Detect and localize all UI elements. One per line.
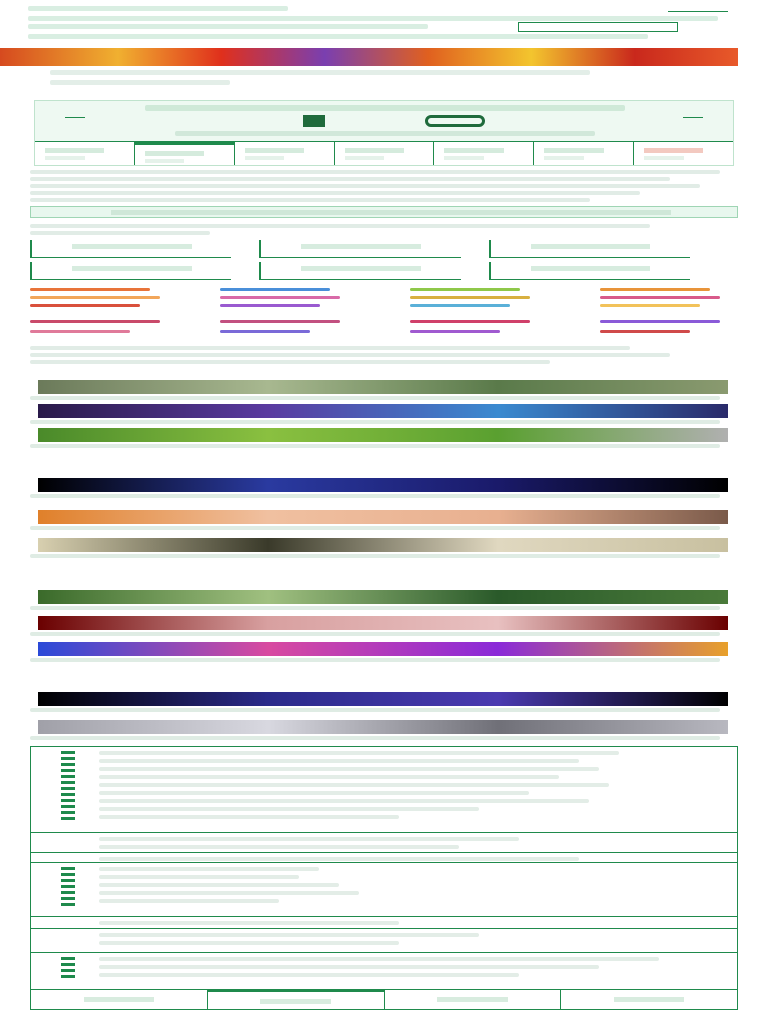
table-footer-cell[interactable] [385,990,562,1009]
detail-item [259,240,460,258]
stat-cell-active[interactable] [135,142,235,165]
stats-bar [35,141,733,165]
stat-cell[interactable] [335,142,435,165]
table-row[interactable] [31,863,737,917]
arrow-right-icon[interactable] [683,117,703,125]
color-swatch-row [30,286,750,342]
thumbnail-image[interactable] [38,380,728,394]
table-row[interactable] [31,853,737,863]
table-row[interactable] [31,833,737,853]
summary-card [34,100,734,166]
data-table [30,746,738,1010]
arrow-left-icon[interactable] [65,117,85,125]
thumbnail-image[interactable] [38,642,728,656]
stat-cell[interactable] [434,142,534,165]
table-row[interactable] [31,929,737,953]
table-footer-cell[interactable] [208,990,385,1009]
swatch-group[interactable] [410,286,560,342]
stat-cell[interactable] [35,142,135,165]
swatch-group[interactable] [600,286,750,342]
table-row[interactable] [31,917,737,929]
thumbnail-image[interactable] [38,404,728,418]
thumbnail-image[interactable] [38,692,728,706]
stat-cell[interactable] [634,142,733,165]
intro-text [50,70,610,90]
thumbnail-image[interactable] [38,510,728,524]
header-action-button[interactable] [518,22,678,32]
table-footer [31,989,737,1009]
gallery-intro [30,346,730,367]
hero-banner [0,48,738,66]
detail-item [489,240,690,258]
logo-mark-icon [425,115,485,127]
notice-bar[interactable] [30,206,738,218]
thumbnail-image[interactable] [38,478,728,492]
description [30,170,730,205]
stat-cell[interactable] [534,142,634,165]
detail-item [30,240,231,258]
detail-item [30,262,231,280]
details-intro [30,224,730,238]
table-row[interactable] [31,747,737,833]
table-footer-cell[interactable] [561,990,737,1009]
swatch-group[interactable] [220,286,370,342]
table-footer-cell[interactable] [31,990,208,1009]
thumbnail-image[interactable] [38,616,728,630]
header-link[interactable] [668,6,728,12]
logo [263,115,363,127]
details-grid [30,240,690,280]
detail-item [489,262,690,280]
thumbnail-image[interactable] [38,720,728,734]
table-row[interactable] [31,953,737,987]
thumbnail-image[interactable] [38,538,728,552]
stat-cell[interactable] [235,142,335,165]
page-header [28,6,728,46]
swatch-group[interactable] [30,286,180,342]
detail-item [259,262,460,280]
thumbnail-image[interactable] [38,590,728,604]
thumbnail-image[interactable] [38,428,728,442]
